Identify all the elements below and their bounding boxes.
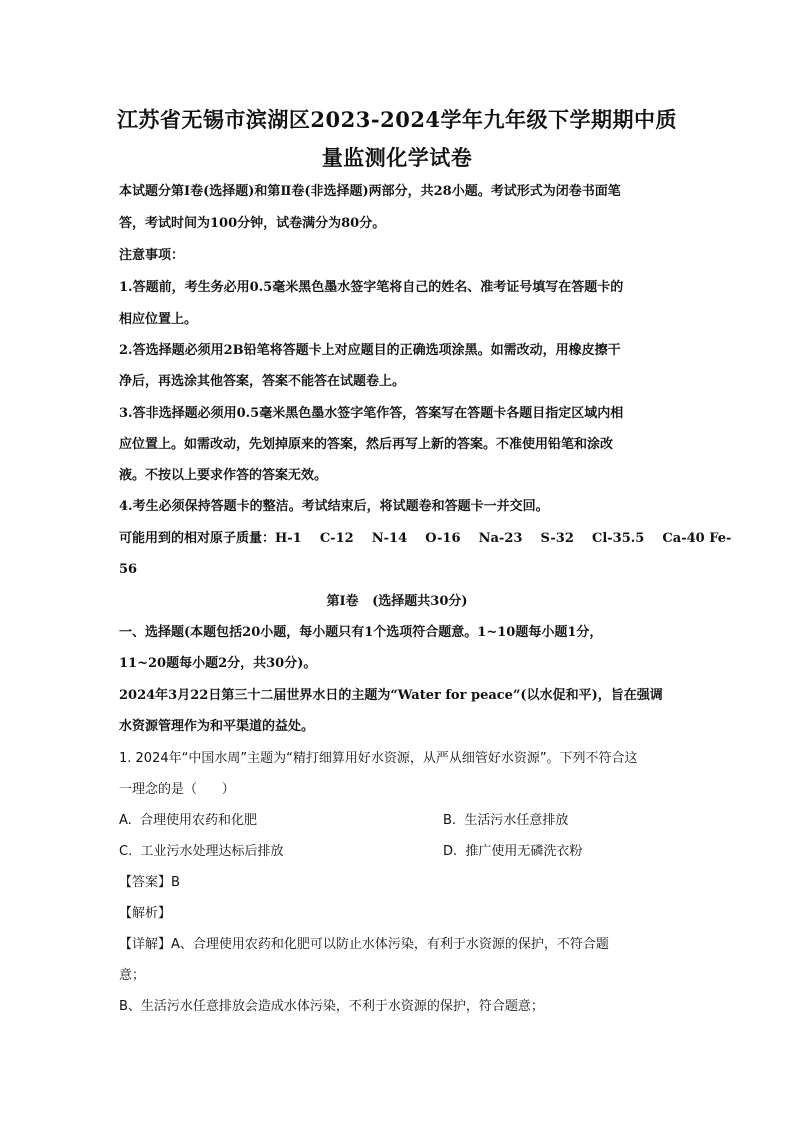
note-line-1: 1.答题前，考生务必用0.5毫米黑色墨水签字笔将自己的姓名、准考证号填写在答题卡的 (119, 280, 624, 295)
atomic-masses-line-1: 可能用到的相对原子质量：H-1 C-12 N-14 O-16 Na-23 S-32 Cl-35.5 Ca-40 Fe- (119, 531, 732, 546)
part-one-line-2: 11~20题每小题2分，共30分)。 (119, 656, 317, 671)
note-line-7: 液。不按以上要求作答的答案无效。 (119, 468, 328, 483)
analysis-heading: 【解析】 (119, 906, 172, 921)
option-b: B. 生活污水任意排放 (443, 813, 569, 828)
detail-line-1: 【详解】A、合理使用农药和化肥可以防止水体污染，有利于水资源的保护，不符合题 (119, 937, 609, 952)
answer-line: 【答案】B (119, 875, 180, 890)
notes-heading: 注意事项： (119, 248, 185, 263)
note-line-2: 相应位置上。 (119, 312, 198, 327)
note-line-4: 净后，再选涂其他答案，答案不能答在试题卷上。 (119, 374, 406, 389)
detail-line-3: B、生活污水任意排放会造成水体污染，不利于水资源的保护，符合题意； (119, 999, 544, 1014)
option-d: D. 推广使用无磷洗衣粉 (443, 844, 583, 859)
question-stem-line-2: 一理念的是（ ） (119, 782, 235, 797)
note-line-6: 应位置上。如需改动，先划掉原来的答案，然后再写上新的答案。不准使用铅笔和涂改 (119, 437, 614, 452)
note-line-8: 4.考生必须保持答题卡的整洁。考试结束后，将试题卷和答题卡一并交回。 (119, 499, 549, 514)
section-title: 第Ⅰ卷 (选择题共30分) (326, 594, 468, 609)
note-line-5: 3.答非选择题必须用0.5毫米黑色墨水签字笔作答，答案写在答题卡各题目指定区域内相 (119, 406, 624, 421)
document-title-line-2: 量监测化学试卷 (321, 145, 473, 170)
context-line-1: 2024年3月22日第三十二届世界水日的主题为“Water for peace”(以水促和平)，旨在强调 (119, 688, 663, 703)
part-one-line-1: 一、选择题(本题包括20小题，每小题只有1个选项符合题意。1~10题每小题1分， (119, 625, 603, 640)
option-a: A. 合理使用农药和化肥 (119, 813, 258, 828)
intro-line-2: 答，考试时间为100分钟，试卷满分为80分。 (119, 216, 386, 231)
intro-line-1: 本试题分第Ⅰ卷(选择题)和第Ⅱ卷(非选择题)两部分，共28小题。考试形式为闭卷书面笔 (119, 184, 621, 199)
question-stem-line-1: 1. 2024年“中国水周”主题为“精打细算用好水资源，从严从细管好水资源”。下列不符合这 (119, 751, 638, 766)
atomic-masses-line-2: 56 (119, 562, 138, 577)
detail-line-2: 意； (119, 968, 146, 983)
document-title-line-1: 江苏省无锡市滨湖区2023-2024学年九年级下学期期中质 (116, 107, 678, 132)
context-line-2: 水资源管理作为和平渠道的益处。 (119, 719, 315, 734)
option-c: C. 工业污水处理达标后排放 (119, 844, 284, 859)
note-line-3: 2.答选择题必须用2B铅笔将答题卡上对应题目的正确选项涂黑。如需改动，用橡皮擦干 (119, 343, 621, 358)
